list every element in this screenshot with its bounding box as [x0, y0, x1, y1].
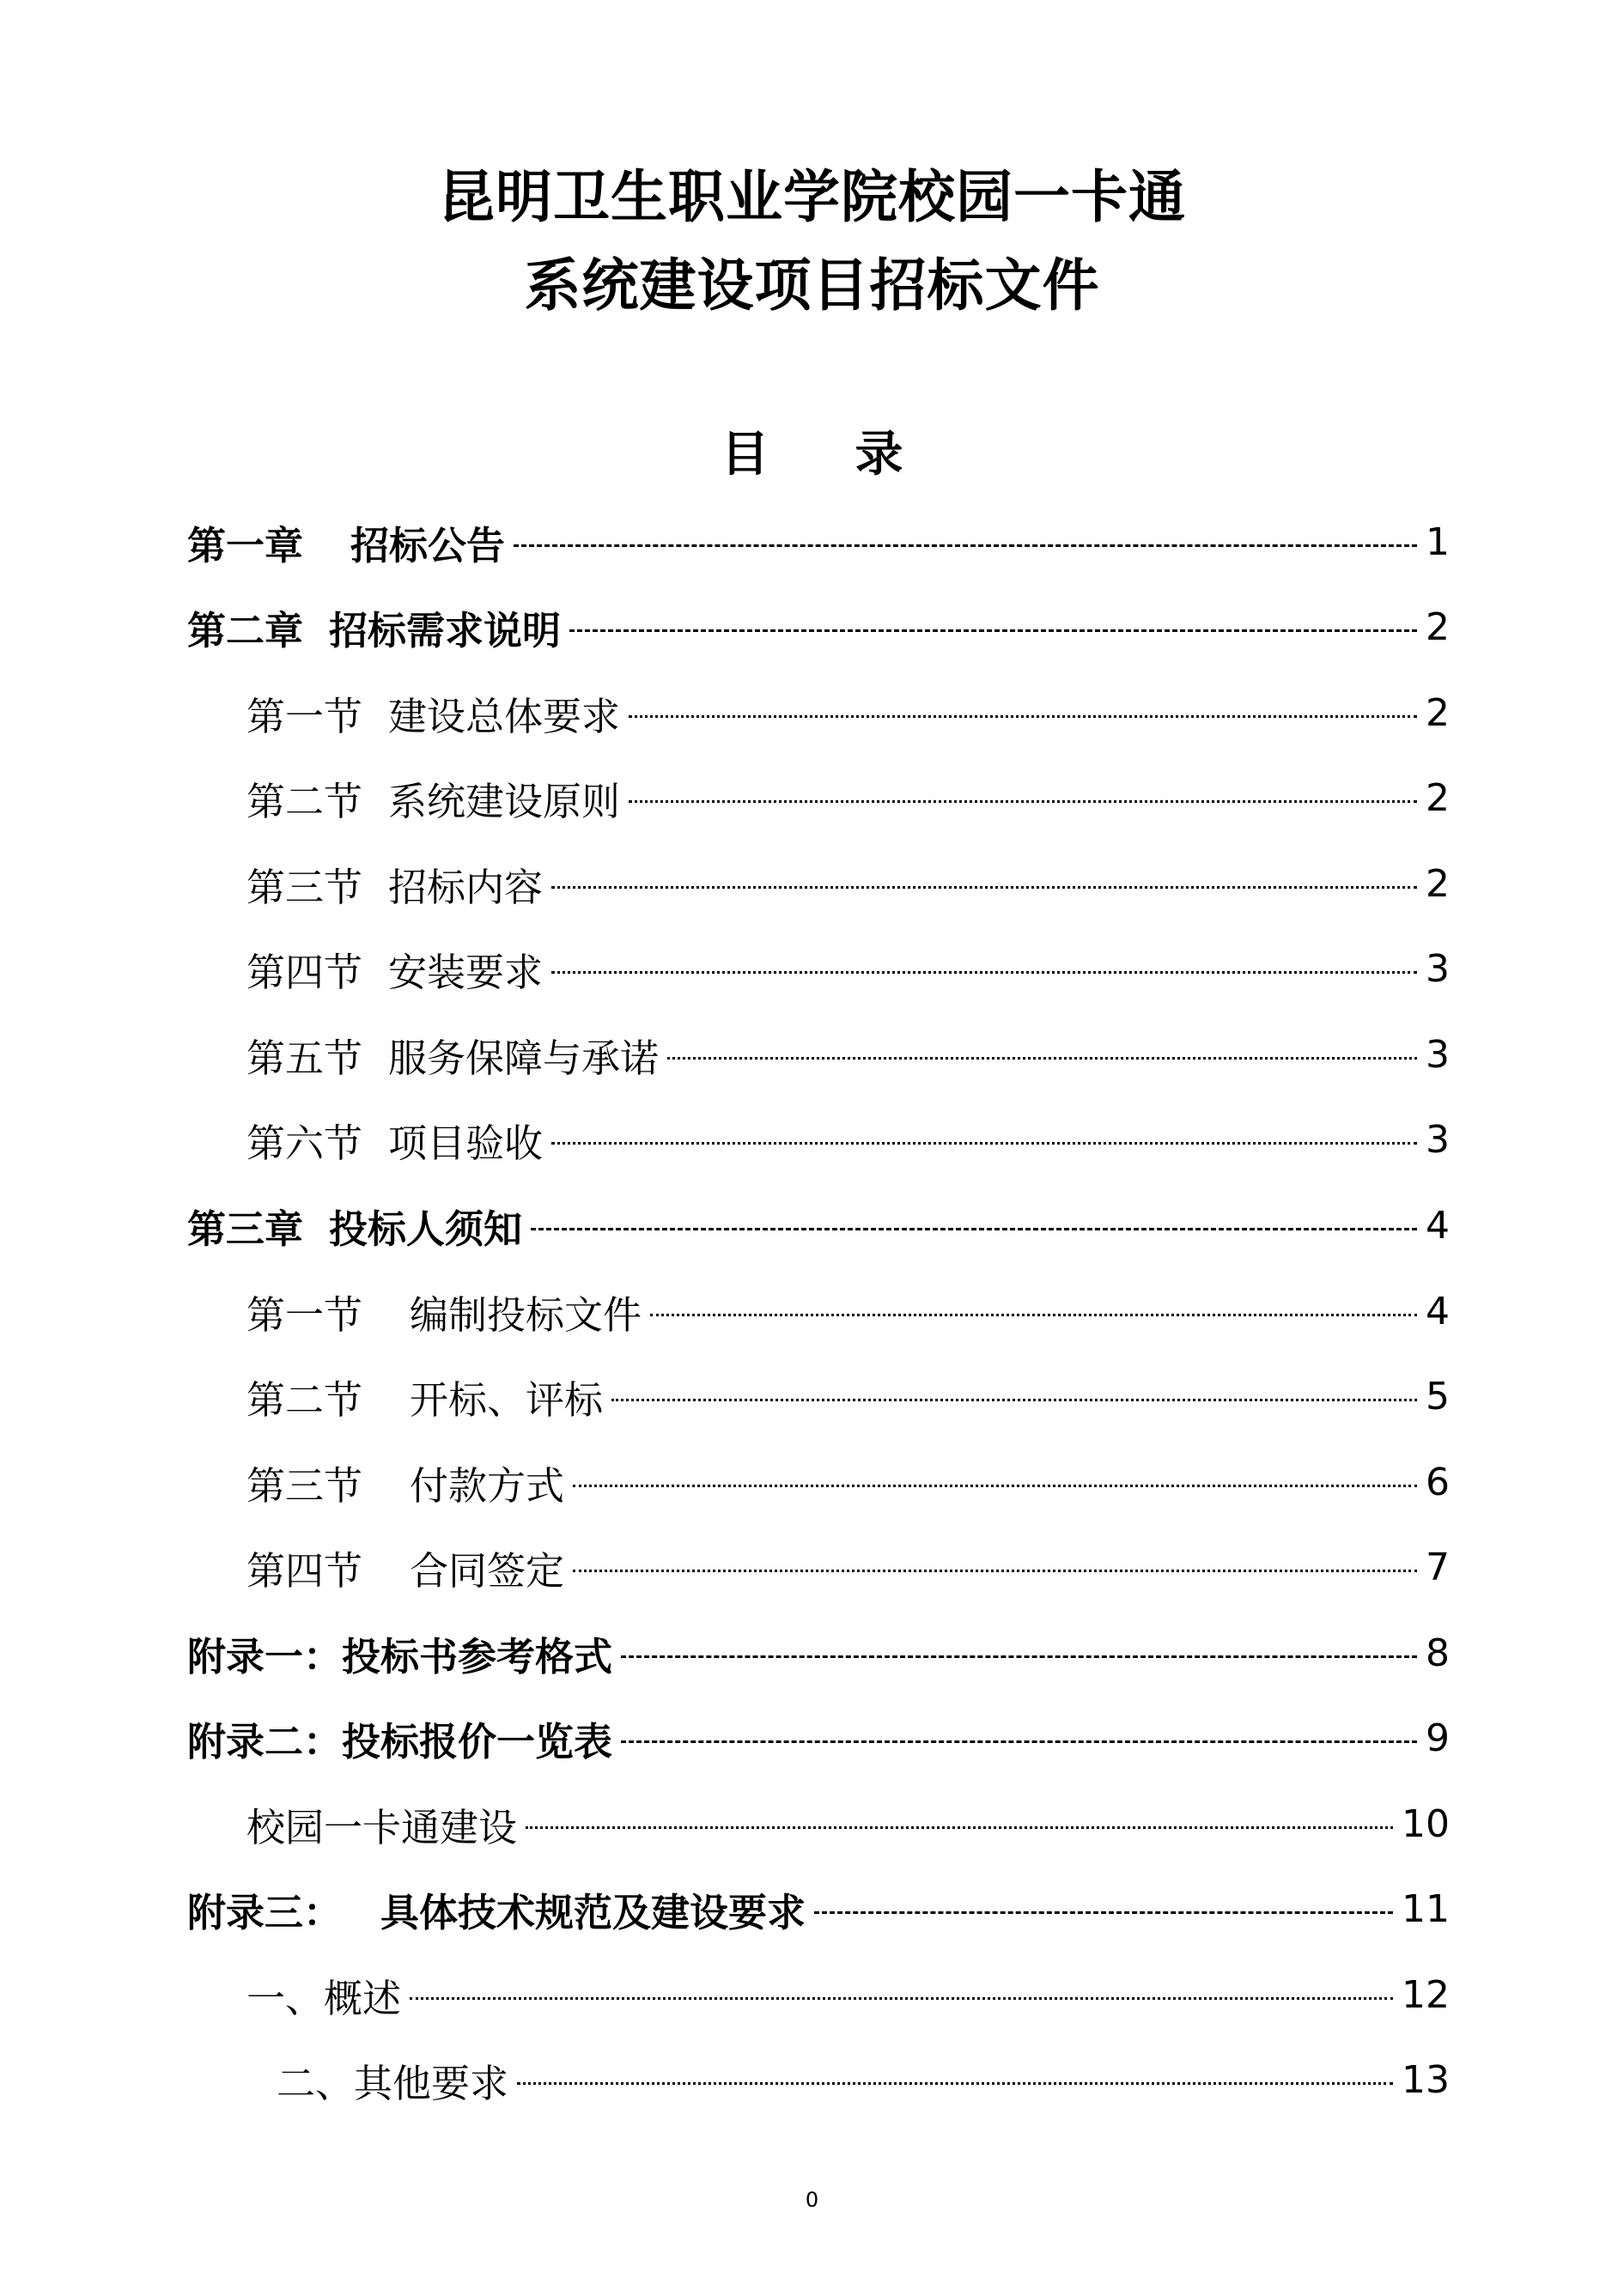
toc-dot-leader — [573, 1570, 1417, 1572]
toc-entry-appendix-2[interactable] — [187, 1708, 1450, 1768]
toc-entry-title: 项目验收 — [388, 1120, 544, 1166]
toc-entry-section-2-4[interactable] — [246, 938, 1450, 999]
toc-entry-appendix-3-item-2[interactable] — [277, 2050, 1450, 2110]
toc-entry-section-3-3[interactable] — [246, 1452, 1450, 1512]
document-title-line-2: 系统建设项目招标文件 — [524, 252, 1100, 319]
toc-entry-title: 投标书参考格式 — [342, 1633, 613, 1679]
toc-entry-section-2-5[interactable] — [246, 1024, 1450, 1084]
toc-entry-section-3-1[interactable] — [246, 1281, 1450, 1341]
toc-entry-number: 第三章 — [187, 1206, 304, 1252]
toc-entry-number: 第二节 — [246, 1376, 363, 1423]
toc-entry-page: 1 — [1426, 519, 1450, 564]
toc-entry-page: 12 — [1402, 1972, 1450, 2017]
toc-dot-leader — [667, 1057, 1417, 1060]
toc-entry-label — [277, 2052, 508, 2108]
toc-entry-section-2-3[interactable] — [246, 853, 1450, 914]
toc-entry-number: 二、 — [277, 2060, 355, 2106]
toc-entry-label — [246, 1284, 642, 1339]
toc-entry-label — [187, 514, 505, 570]
toc-entry-title: 校园一卡通建设 — [246, 1804, 518, 1850]
toc-entry-title: 服务保障与承诺 — [388, 1035, 660, 1081]
toc-dot-leader — [629, 800, 1417, 803]
toc-entry-number: 第四节 — [246, 949, 363, 995]
toc-entry-number: 第二章 — [187, 607, 304, 653]
toc-dash-leader — [531, 1228, 1417, 1230]
toc-entry-label — [187, 1625, 612, 1681]
toc-entry-appendix-2-item[interactable] — [246, 1794, 1450, 1854]
toc-entry-label — [187, 1198, 522, 1254]
toc-entry-section-3-4[interactable] — [246, 1537, 1450, 1597]
toc-entry-section-2-2[interactable] — [246, 768, 1450, 828]
toc-heading-char-1: 目 — [721, 427, 769, 483]
toc-dash-leader — [621, 1740, 1417, 1743]
toc-entry-label — [246, 1796, 517, 1852]
toc-dash-leader — [814, 1911, 1393, 1914]
toc-entry-number: 第三节 — [246, 1462, 363, 1509]
toc-entry-appendix-3[interactable] — [187, 1879, 1450, 1939]
toc-dot-leader — [573, 1485, 1417, 1487]
toc-entry-label — [246, 685, 620, 741]
toc-entry-page: 10 — [1402, 1801, 1450, 1846]
toc-entry-page: 11 — [1402, 1886, 1450, 1931]
toc-entry-label — [246, 770, 620, 826]
toc-entry-page: 3 — [1426, 1032, 1450, 1077]
toc-dot-leader — [629, 715, 1417, 718]
toc-entry-page: 2 — [1426, 861, 1450, 906]
toc-dot-leader — [526, 1826, 1393, 1829]
toc-entry-appendix-3-item-1[interactable] — [246, 1965, 1450, 2025]
page-number: 0 — [805, 2188, 819, 2212]
toc-entry-page: 2 — [1426, 775, 1450, 820]
toc-entry-section-3-2[interactable] — [246, 1366, 1450, 1426]
toc-entry-title: 合同签定 — [410, 1547, 565, 1594]
toc-dash-leader — [621, 1655, 1417, 1658]
toc-entry-page: 3 — [1426, 1117, 1450, 1162]
toc-entry-label — [246, 1369, 603, 1424]
toc-entry-title: 建设总体要求 — [388, 693, 621, 739]
toc-heading-char-2: 录 — [855, 427, 903, 483]
toc-entry-section-2-1[interactable] — [246, 683, 1450, 743]
toc-entry-page: 13 — [1402, 2057, 1450, 2102]
toc-dot-leader — [551, 1142, 1417, 1145]
toc-entry-title: 具体技术规范及建设要求 — [380, 1889, 806, 1935]
toc-entry-label — [246, 856, 543, 912]
toc-entry-label — [246, 1540, 564, 1595]
toc-entry-title: 招标内容 — [388, 864, 544, 910]
toc-entry-label — [187, 599, 561, 655]
toc-entry-title: 招标需求说明 — [329, 607, 562, 653]
toc-entry-page: 2 — [1426, 690, 1450, 735]
toc-entry-page: 2 — [1426, 604, 1450, 649]
toc-entry-number: 第一节 — [246, 693, 363, 739]
toc-dot-leader — [517, 2082, 1393, 2085]
toc-entry-number: 第四节 — [246, 1547, 363, 1594]
toc-entry-appendix-1[interactable] — [187, 1623, 1450, 1683]
toc-dash-leader — [569, 629, 1417, 632]
toc-dot-leader — [551, 886, 1417, 889]
toc-entry-page: 7 — [1426, 1545, 1450, 1589]
toc-entry-label — [246, 1455, 564, 1510]
toc-entry-page: 6 — [1426, 1460, 1450, 1504]
toc-entry-title: 投标人须知 — [329, 1206, 523, 1252]
toc-entry-label — [187, 1710, 612, 1766]
toc-dot-leader — [410, 1997, 1393, 2000]
toc-entry-label — [246, 941, 543, 997]
toc-entry-chapter-3[interactable] — [187, 1195, 1450, 1255]
toc-entry-chapter-1[interactable] — [187, 512, 1450, 572]
toc-entry-chapter-2[interactable] — [187, 597, 1450, 657]
toc-entry-number: 第一节 — [246, 1291, 363, 1338]
toc-entry-label — [246, 1112, 543, 1168]
toc-entry-title: 安装要求 — [388, 949, 544, 995]
toc-entry-title: 投标报价一览表 — [342, 1718, 613, 1765]
toc-entry-page: 3 — [1426, 946, 1450, 991]
toc-dash-leader — [514, 544, 1417, 547]
toc-entry-number: 附录三： — [187, 1889, 343, 1935]
toc-entry-label — [187, 1881, 806, 1937]
toc-entry-page: 8 — [1426, 1631, 1450, 1675]
toc-entry-title: 系统建设原则 — [388, 778, 621, 824]
toc-entry-page: 5 — [1426, 1374, 1450, 1418]
toc-entry-number: 第二节 — [246, 778, 363, 824]
toc-entry-number: 附录一： — [187, 1633, 343, 1679]
toc-entry-section-2-6[interactable] — [246, 1109, 1450, 1169]
toc-entry-title: 其他要求 — [354, 2060, 509, 2106]
toc-entry-title: 开标、评标 — [410, 1376, 604, 1423]
toc-entry-label — [246, 1027, 659, 1083]
toc-dot-leader — [551, 971, 1417, 974]
document-title-line-1: 昆明卫生职业学院校园一卡通 — [438, 164, 1186, 230]
toc-entry-label — [246, 1967, 401, 2023]
toc-entry-page: 4 — [1426, 1289, 1450, 1333]
toc-entry-page: 4 — [1426, 1203, 1450, 1248]
toc-entry-number: 第五节 — [246, 1035, 363, 1081]
toc-entry-title: 编制投标文件 — [410, 1291, 642, 1338]
toc-entry-number: 第一章 — [187, 522, 304, 568]
toc-entry-title: 付款方式 — [410, 1462, 565, 1509]
toc-entry-number: 第六节 — [246, 1120, 363, 1166]
toc-entry-page: 9 — [1426, 1716, 1450, 1760]
toc-entry-number: 第三节 — [246, 864, 363, 910]
toc-entry-title: 招标公告 — [350, 522, 506, 568]
toc-dot-leader — [650, 1314, 1417, 1316]
toc-entry-number: 一、 — [246, 1975, 325, 2021]
toc-entry-number: 附录二： — [187, 1718, 343, 1765]
toc-dot-leader — [611, 1399, 1417, 1401]
toc-entry-title: 概述 — [324, 1975, 402, 2021]
